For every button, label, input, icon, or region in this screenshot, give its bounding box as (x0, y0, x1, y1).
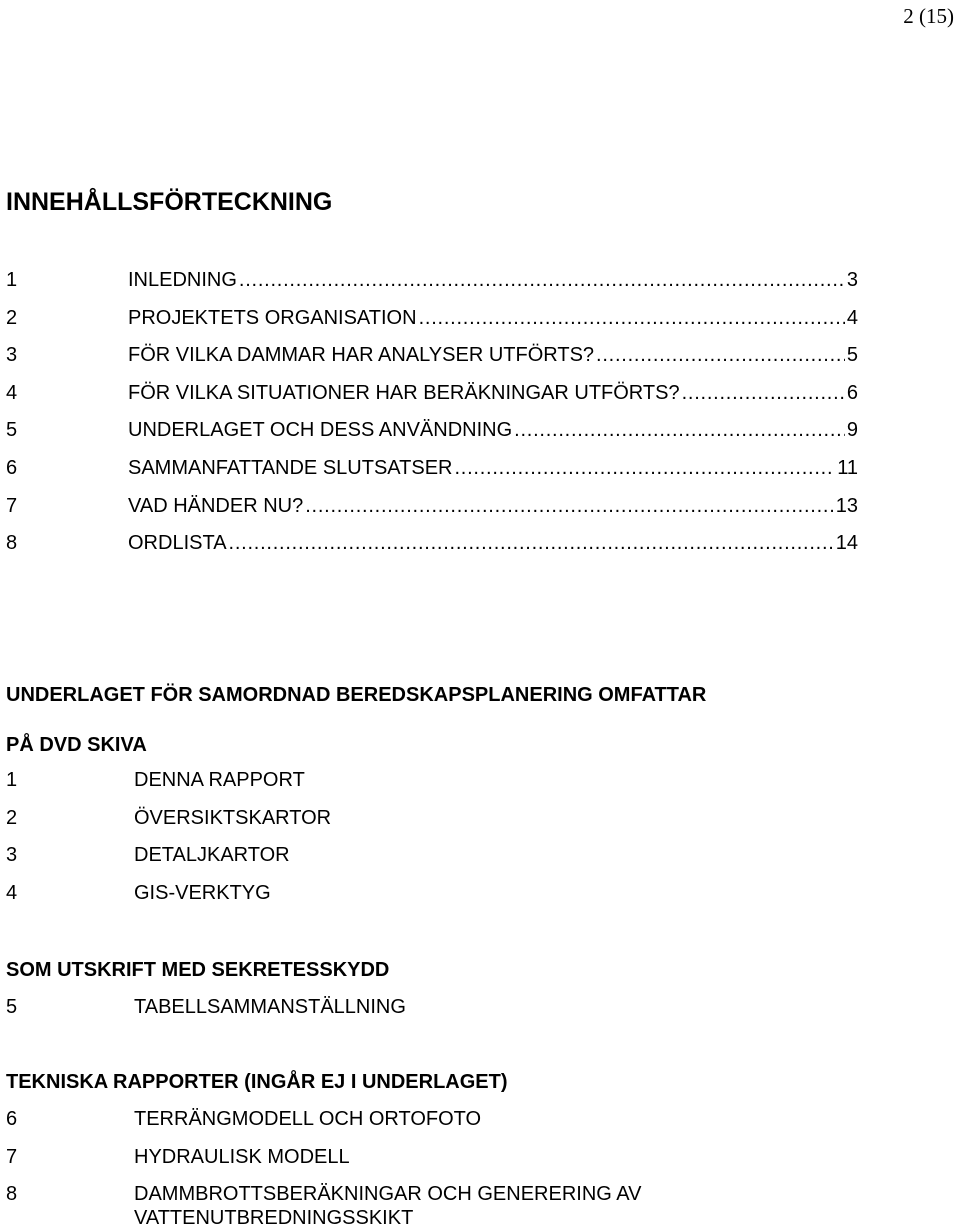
toc-entry-title: ORDLISTA (128, 532, 227, 555)
toc-entry-number: 6 (6, 456, 18, 479)
toc-entry[interactable] (6, 265, 858, 303)
list-item-text: DETALJKARTOR (134, 844, 290, 867)
list-item-text: HYDRAULISK MODELL (134, 1145, 350, 1168)
toc-dot-leader (454, 453, 835, 483)
dvd-heading: PÅ DVD SKIVA (6, 734, 147, 756)
toc-entry-title: SAMMANFATTANDE SLUTSATSER (128, 456, 453, 479)
toc-entry[interactable] (6, 528, 858, 566)
toc-entry-page: 9 (846, 419, 858, 442)
toc-entry-page: 11 (837, 456, 858, 479)
list-item-number: 8 (6, 1183, 18, 1206)
toc-entry-title: FÖR VILKA SITUATIONER HAR BERÄKNINGAR UTFÖRTS? (128, 381, 680, 404)
list-item (6, 766, 734, 804)
list-item-text: DAMMBROTTSBERÄKNINGAR OCH GENERERING AV VATTENUTBREDNINGSSKIKT (134, 1183, 642, 1230)
toc-entry-title: INLEDNING (128, 269, 237, 291)
toc-dot-leader (239, 265, 845, 295)
list-item-text: DENNA RAPPORT (134, 769, 305, 791)
toc-entry[interactable] (6, 340, 858, 378)
toc-entry-page: 13 (835, 494, 858, 517)
toc-entry-number: 7 (6, 494, 18, 517)
list-item-text: TERRÄNGMODELL OCH ORTOFOTO (134, 1108, 482, 1130)
toc-entry-title: PROJEKTETS ORGANISATION (128, 306, 417, 329)
list-item-number: 7 (6, 1145, 18, 1168)
toc-entry-number: 4 (6, 381, 18, 404)
toc-entry[interactable] (6, 491, 858, 529)
list-item-text: ÖVERSIKTSKARTOR (134, 806, 332, 829)
toc-dot-leader (596, 340, 845, 370)
list-item-number: 2 (6, 806, 18, 829)
toc-entry-page: 3 (846, 269, 858, 291)
list-item (6, 804, 734, 842)
toc-entry-page: 5 (846, 344, 858, 367)
toc-entry-page: 4 (846, 306, 858, 329)
toc-entry-number: 2 (6, 306, 18, 329)
list-item-number: 3 (6, 844, 18, 867)
dvd-list (6, 766, 734, 916)
list-item (6, 841, 734, 879)
list-item (6, 879, 734, 917)
list-item (6, 993, 734, 1031)
toc-heading: INNEHÅLLSFÖRTECKNING (6, 188, 333, 216)
toc-entry[interactable] (6, 453, 858, 491)
toc-entry[interactable] (6, 378, 858, 416)
list-item (6, 1143, 734, 1181)
toc-dot-leader (682, 378, 845, 408)
toc-entry-number: 3 (6, 344, 18, 367)
list-item-number: 1 (6, 769, 18, 791)
toc-entry-title: VAD HÄNDER NU? (128, 494, 304, 517)
list-item-number: 4 (6, 881, 18, 904)
list-item-number: 6 (6, 1108, 18, 1130)
toc-entry-title: FÖR VILKA DAMMAR HAR ANALYSER UTFÖRTS? (128, 344, 595, 367)
page-number: 2 (15) (903, 4, 954, 28)
scope-heading: UNDERLAGET FÖR SAMORDNAD BEREDSKAPSPLANERING OMFATTAR (6, 684, 707, 706)
technical-list (6, 1105, 734, 1230)
toc-entry[interactable] (6, 303, 858, 341)
toc-entry-title: UNDERLAGET OCH DESS ANVÄNDNING (128, 419, 513, 442)
toc-entry-page: 6 (846, 381, 858, 404)
toc-entry[interactable] (6, 415, 858, 453)
toc-dot-leader (229, 528, 834, 558)
toc-dot-leader (514, 415, 845, 445)
toc-entry-number: 1 (6, 269, 18, 291)
table-of-contents (6, 265, 858, 566)
classified-heading: SOM UTSKRIFT MED SEKRETESSKYDD (6, 959, 390, 981)
list-item-text: TABELLSAMMANSTÄLLNING (134, 996, 406, 1018)
list-item (6, 1180, 734, 1230)
list-item-text: GIS-VERKTYG (134, 881, 271, 904)
toc-entry-number: 8 (6, 532, 18, 555)
toc-dot-leader (305, 491, 834, 521)
toc-entry-number: 5 (6, 419, 18, 442)
technical-heading: TEKNISKA RAPPORTER (INGÅR EJ I UNDERLAGET) (6, 1071, 508, 1093)
list-item (6, 1105, 734, 1143)
list-item-number: 5 (6, 996, 18, 1018)
toc-entry-page: 14 (835, 532, 858, 555)
classified-list (6, 993, 734, 1031)
toc-dot-leader (419, 303, 845, 333)
